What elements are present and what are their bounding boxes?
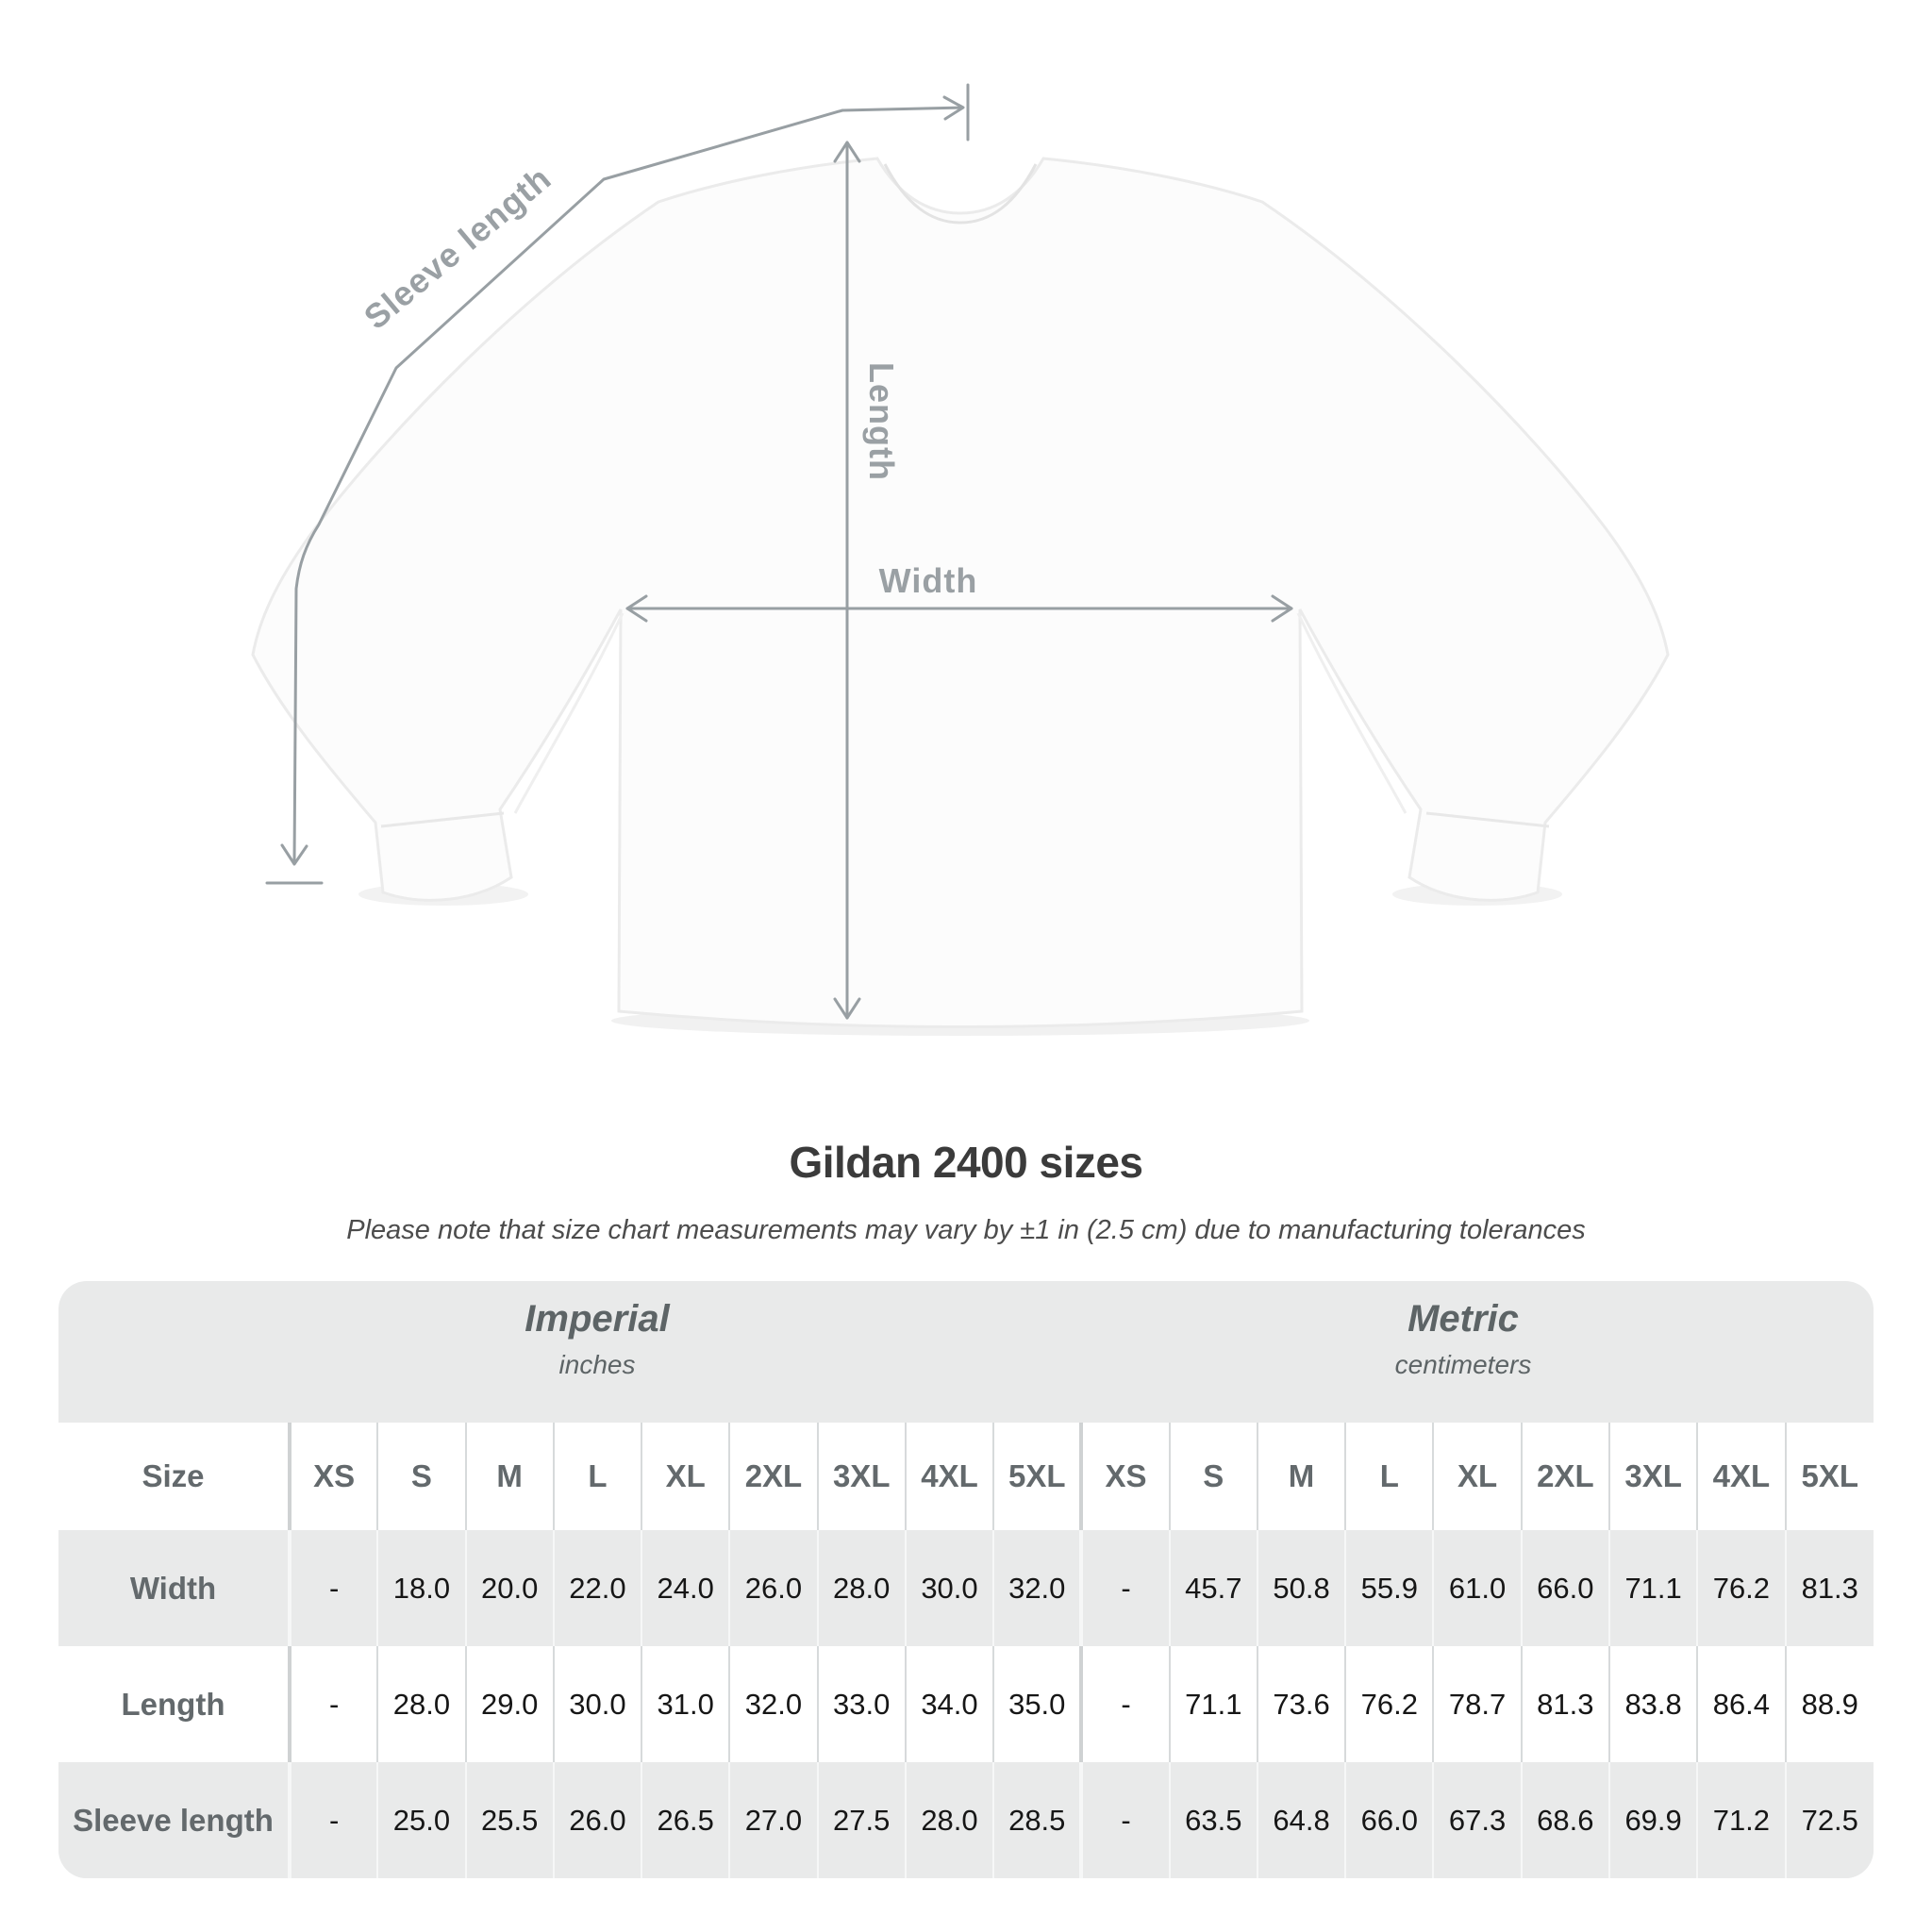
col-header-metric-xs: XS <box>1081 1423 1169 1530</box>
sleeve-imperial-l: 26.0 <box>554 1762 641 1878</box>
imperial-label: Imperial <box>525 1298 670 1340</box>
length-metric-4xl: 86.4 <box>1697 1646 1785 1762</box>
col-header-metric-m: M <box>1257 1423 1345 1530</box>
table-row-length <box>58 1646 1874 1762</box>
sleeve-metric-2xl: 68.6 <box>1522 1762 1609 1878</box>
col-header-metric-s: S <box>1170 1423 1257 1530</box>
sleeve-imperial-xl: 26.5 <box>641 1762 729 1878</box>
col-header-metric-4xl: 4XL <box>1697 1423 1785 1530</box>
sleeve-metric-4xl: 71.2 <box>1697 1762 1785 1878</box>
width-imperial-xl: 24.0 <box>641 1530 729 1646</box>
sleeve-imperial-s: 25.0 <box>377 1762 465 1878</box>
col-header-imperial-m: M <box>466 1423 554 1530</box>
sleeve-imperial-xs: - <box>290 1762 377 1878</box>
sleeve-imperial-4xl: 28.0 <box>906 1762 993 1878</box>
length-imperial-4xl: 34.0 <box>906 1646 993 1762</box>
sleeve-imperial-3xl: 27.5 <box>818 1762 906 1878</box>
imperial-unit: inches <box>558 1350 636 1379</box>
length-imperial-xl: 31.0 <box>641 1646 729 1762</box>
length-imperial-5xl: 35.0 <box>993 1646 1081 1762</box>
width-imperial-s: 18.0 <box>377 1530 465 1646</box>
width-imperial-l: 22.0 <box>554 1530 641 1646</box>
sleeve-metric-xl: 67.3 <box>1433 1762 1521 1878</box>
imperial-unit-header <box>525 1298 669 1380</box>
sleeve-metric-m: 64.8 <box>1257 1762 1345 1878</box>
col-header-imperial-l: L <box>554 1423 641 1530</box>
width-metric-4xl: 76.2 <box>1697 1530 1785 1646</box>
sleeve-metric-s: 63.5 <box>1170 1762 1257 1878</box>
width-imperial-5xl: 32.0 <box>993 1530 1081 1646</box>
metric-label: Metric <box>1407 1298 1519 1340</box>
width-imperial-4xl: 30.0 <box>906 1530 993 1646</box>
width-metric-xl: 61.0 <box>1433 1530 1521 1646</box>
tolerance-note: Please note that size chart measurements may vary by ±1 in (2.5 cm) due to manufacturing tolerances <box>346 1215 1586 1245</box>
col-header-metric-5xl: 5XL <box>1801 1458 1859 1493</box>
size-table <box>58 1423 1874 1878</box>
length-imperial-xs: - <box>290 1646 377 1762</box>
sleeve-metric-5xl: 72.5 <box>1801 1803 1858 1837</box>
length-metric-m: 73.6 <box>1257 1646 1345 1762</box>
length-metric-l: 76.2 <box>1345 1646 1433 1762</box>
sleeve-imperial-2xl: 27.0 <box>729 1762 817 1878</box>
col-header-imperial-5xl: 5XL <box>993 1423 1081 1530</box>
corner-header: Size <box>58 1423 290 1530</box>
width-metric-s: 45.7 <box>1170 1530 1257 1646</box>
unit-header-band <box>58 1281 1874 1423</box>
table-row-width <box>58 1530 1874 1646</box>
row-label-sleeve-length: Sleeve length <box>58 1762 290 1878</box>
width-imperial-3xl: 28.0 <box>818 1530 906 1646</box>
length-imperial-3xl: 33.0 <box>818 1646 906 1762</box>
size-header-row <box>58 1423 1874 1530</box>
length-metric-xs: - <box>1081 1646 1169 1762</box>
width-metric-l: 55.9 <box>1345 1530 1433 1646</box>
col-header-imperial-xl: XL <box>641 1423 729 1530</box>
length-metric-s: 71.1 <box>1170 1646 1257 1762</box>
width-metric-m: 50.8 <box>1257 1530 1345 1646</box>
col-header-imperial-4xl: 4XL <box>906 1423 993 1530</box>
length-imperial-s: 28.0 <box>377 1646 465 1762</box>
col-header-imperial-2xl: 2XL <box>729 1423 817 1530</box>
length-metric-2xl: 81.3 <box>1522 1646 1609 1762</box>
length-metric-5xl: 88.9 <box>1801 1687 1858 1721</box>
sleeve-metric-l: 66.0 <box>1345 1762 1433 1878</box>
sleeve-metric-xs: - <box>1081 1762 1169 1878</box>
sleeve-imperial-m: 25.5 <box>466 1762 554 1878</box>
sleeve-length-label: Sleeve length <box>356 158 559 337</box>
metric-unit: centimeters <box>1394 1350 1532 1379</box>
width-metric-xs: - <box>1081 1530 1169 1646</box>
width-imperial-m: 20.0 <box>466 1530 554 1646</box>
col-header-imperial-3xl: 3XL <box>818 1423 906 1530</box>
width-metric-3xl: 71.1 <box>1609 1530 1697 1646</box>
row-label-width: Width <box>58 1530 290 1646</box>
length-metric-3xl: 83.8 <box>1609 1646 1697 1762</box>
sleeve-metric-3xl: 69.9 <box>1609 1762 1697 1878</box>
table-row-sleeve-length <box>58 1762 1874 1878</box>
width-imperial-2xl: 26.0 <box>729 1530 817 1646</box>
col-header-metric-2xl: 2XL <box>1522 1423 1609 1530</box>
size-chart-panel <box>58 1281 1874 1878</box>
page-title: Gildan 2400 sizes <box>789 1138 1143 1187</box>
width-label: Width <box>878 561 978 600</box>
col-header-imperial-xs: XS <box>290 1423 377 1530</box>
length-imperial-2xl: 32.0 <box>729 1646 817 1762</box>
col-header-metric-l: L <box>1345 1423 1433 1530</box>
row-label-length: Length <box>58 1646 290 1762</box>
length-imperial-l: 30.0 <box>554 1646 641 1762</box>
metric-unit-header <box>1395 1298 1532 1380</box>
width-metric-5xl: 81.3 <box>1801 1571 1858 1605</box>
col-header-metric-3xl: 3XL <box>1609 1423 1697 1530</box>
width-imperial-xs: - <box>290 1530 377 1646</box>
length-imperial-m: 29.0 <box>466 1646 554 1762</box>
col-header-imperial-s: S <box>377 1423 465 1530</box>
width-metric-2xl: 66.0 <box>1522 1530 1609 1646</box>
length-metric-xl: 78.7 <box>1433 1646 1521 1762</box>
sleeve-imperial-5xl: 28.5 <box>993 1762 1081 1878</box>
length-label: Length <box>862 362 901 481</box>
col-header-metric-xl: XL <box>1433 1423 1521 1530</box>
